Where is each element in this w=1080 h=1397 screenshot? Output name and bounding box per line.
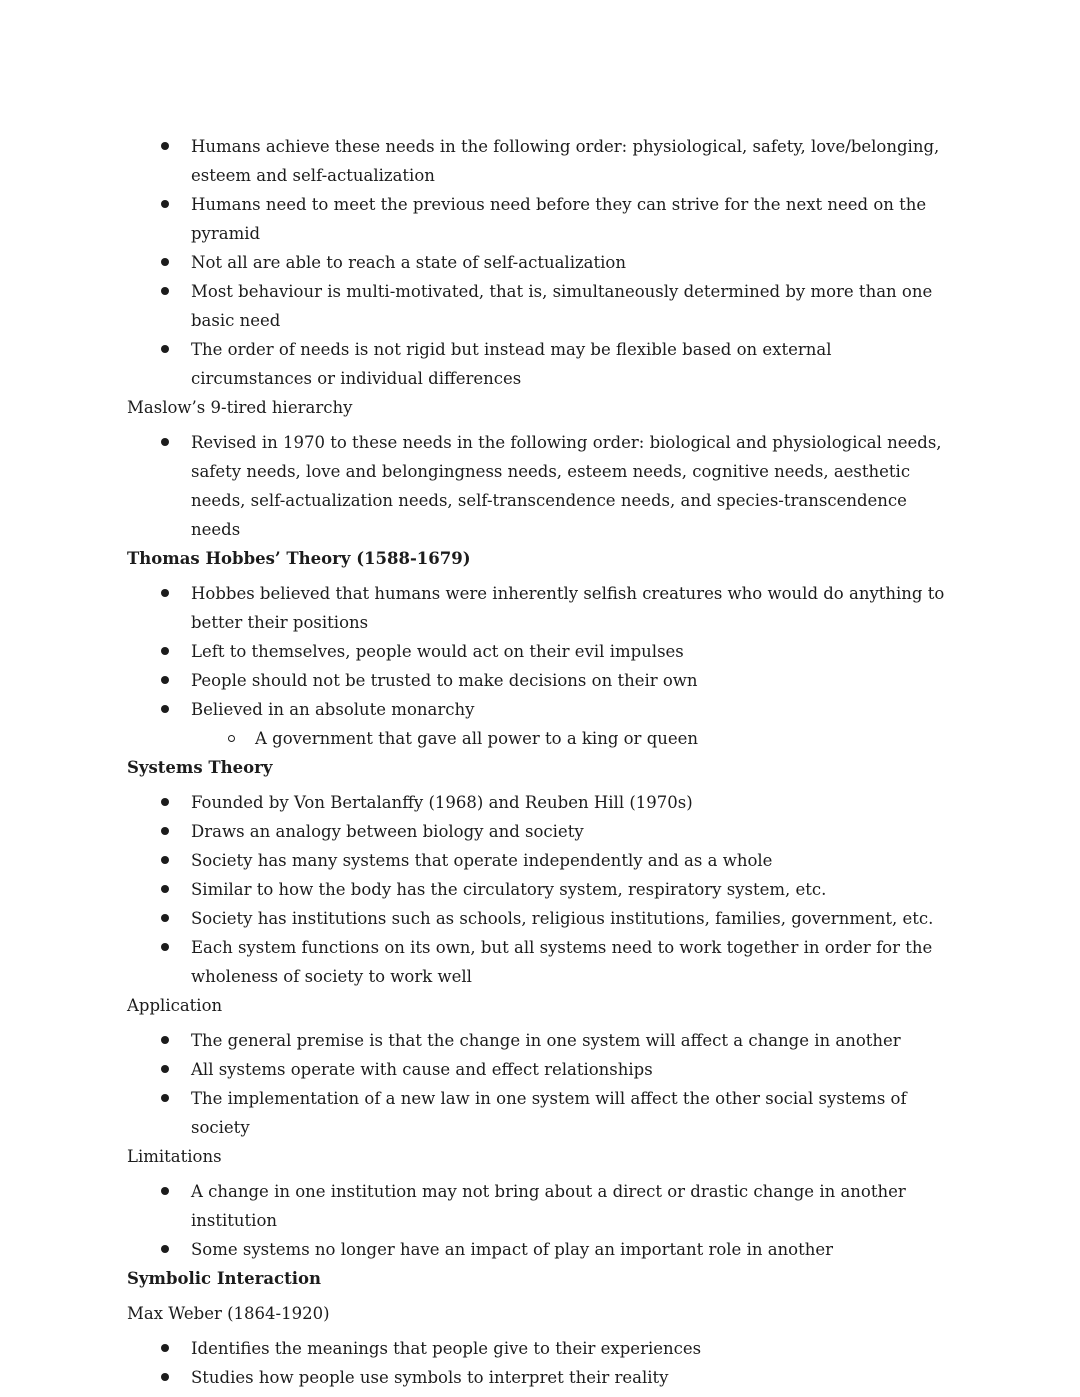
bullet-icon xyxy=(161,914,169,922)
systems-theory-list xyxy=(127,788,957,991)
bullet-icon xyxy=(161,287,169,295)
bullet-icon xyxy=(161,1065,169,1073)
bullet-icon xyxy=(161,1245,169,1253)
list-item-text: Humans need to meet the previous need before they can strive for the next need on the pyramid xyxy=(191,195,927,243)
list-item xyxy=(191,132,957,190)
list-item-text: People should not be trusted to make decisions on their own xyxy=(191,671,698,690)
list-item xyxy=(191,846,957,875)
hobbes-heading: Thomas Hobbes’ Theory (1588-1679) xyxy=(127,549,471,568)
systems-theory-heading: Systems Theory xyxy=(127,758,273,777)
bullet-icon xyxy=(161,1373,169,1381)
list-item xyxy=(191,335,957,393)
list-item-text: Most behaviour is multi-motivated, that is, simultaneously determined by more than one basic need xyxy=(191,282,933,330)
list-item-text: Identifies the meanings that people give to their experiences xyxy=(191,1339,702,1358)
list-item-text: Left to themselves, people would act on their evil impulses xyxy=(191,642,684,661)
bullet-icon xyxy=(161,142,169,150)
list-item-text: All systems operate with cause and effect relationships xyxy=(191,1060,653,1079)
bullet-icon xyxy=(161,345,169,353)
bullet-icon xyxy=(161,200,169,208)
list-item-text: Revised in 1970 to these needs in the following order: biological and physiological needs, safety needs, love and belongingness needs, esteem needs, cognitive needs, aesthetic needs, self-actualization needs, self-transcendence needs, and species-transcendence needs xyxy=(191,433,942,539)
bullet-icon xyxy=(161,589,169,597)
list-item-text: A change in one institution may not bring about a direct or drastic change in another institution xyxy=(191,1182,906,1230)
bullet-icon xyxy=(161,647,169,655)
bullet-icon xyxy=(161,438,169,446)
maslow-9-tier-heading: Maslow’s 9-tired hierarchy xyxy=(127,398,353,417)
bullet-icon xyxy=(161,258,169,266)
list-item xyxy=(191,933,957,991)
symbolic-interaction-list xyxy=(127,1334,957,1392)
bullet-icon xyxy=(161,885,169,893)
maslow-9-tier-list xyxy=(127,428,957,544)
list-item xyxy=(191,637,957,666)
limitations-heading: Limitations xyxy=(127,1147,222,1166)
sub-list-item xyxy=(255,724,957,753)
limitations-list xyxy=(127,1177,957,1264)
max-weber-subheading: Max Weber (1864-1920) xyxy=(127,1304,330,1323)
bullet-icon xyxy=(161,943,169,951)
list-item xyxy=(191,1235,957,1264)
hollow-bullet-icon xyxy=(228,735,235,742)
list-item xyxy=(191,1363,957,1392)
list-item-text: Some systems no longer have an impact of play an important role in another xyxy=(191,1240,834,1259)
list-item xyxy=(191,788,957,817)
list-item-text: The implementation of a new law in one system will affect the other social systems of society xyxy=(191,1089,907,1137)
list-item-text: Founded by Von Bertalanffy (1968) and Reuben Hill (1970s) xyxy=(191,793,693,812)
hobbes-list xyxy=(127,579,957,753)
list-item-text: Humans achieve these needs in the following order: physiological, safety, love/belonging, esteem and self-actualization xyxy=(191,137,940,185)
bullet-icon xyxy=(161,1036,169,1044)
bullet-icon xyxy=(161,856,169,864)
list-item xyxy=(191,875,957,904)
list-item xyxy=(191,817,957,846)
sub-list-item-text: A government that gave all power to a king or queen xyxy=(255,729,699,748)
list-item-text: Each system functions on its own, but all systems need to work together in order for the wholeness of society to work well xyxy=(191,938,933,986)
bullet-icon xyxy=(161,676,169,684)
list-item-text: Society has institutions such as schools, religious institutions, families, government, etc. xyxy=(191,909,934,928)
list-item-text: The general premise is that the change in one system will affect a change in another xyxy=(191,1031,901,1050)
bullet-icon xyxy=(161,1344,169,1352)
list-item-text: Similar to how the body has the circulatory system, respiratory system, etc. xyxy=(191,880,827,899)
bullet-icon xyxy=(161,1187,169,1195)
document-content xyxy=(127,126,957,1392)
bullet-icon xyxy=(161,827,169,835)
application-list xyxy=(127,1026,957,1142)
list-item xyxy=(191,277,957,335)
bullet-icon xyxy=(161,798,169,806)
list-item xyxy=(191,190,957,248)
list-item xyxy=(191,1177,957,1235)
list-item xyxy=(191,1055,957,1084)
list-item xyxy=(191,248,957,277)
maslow-needs-list xyxy=(127,132,957,393)
list-item-text: Studies how people use symbols to interpret their reality xyxy=(191,1368,669,1387)
list-item-text: Not all are able to reach a state of self-actualization xyxy=(191,253,626,272)
list-item xyxy=(191,1026,957,1055)
list-item xyxy=(191,695,957,753)
application-heading: Application xyxy=(127,996,223,1015)
list-item-text: Society has many systems that operate independently and as a whole xyxy=(191,851,773,870)
bullet-icon xyxy=(161,1094,169,1102)
list-item xyxy=(191,1334,957,1363)
list-item xyxy=(191,904,957,933)
list-item-text: Hobbes believed that humans were inherently selfish creatures who would do anything to better their positions xyxy=(191,584,945,632)
list-item xyxy=(191,666,957,695)
hobbes-sub-list xyxy=(191,724,957,753)
list-item-text: Draws an analogy between biology and society xyxy=(191,822,584,841)
symbolic-interaction-heading: Symbolic Interaction xyxy=(127,1269,321,1288)
list-item xyxy=(191,579,957,637)
bullet-icon xyxy=(161,705,169,713)
list-item xyxy=(191,1084,957,1142)
list-item xyxy=(191,428,957,544)
list-item-text: The order of needs is not rigid but instead may be flexible based on external circumstances or individual differences xyxy=(191,340,832,388)
list-item-text: Believed in an absolute monarchy xyxy=(191,700,475,719)
